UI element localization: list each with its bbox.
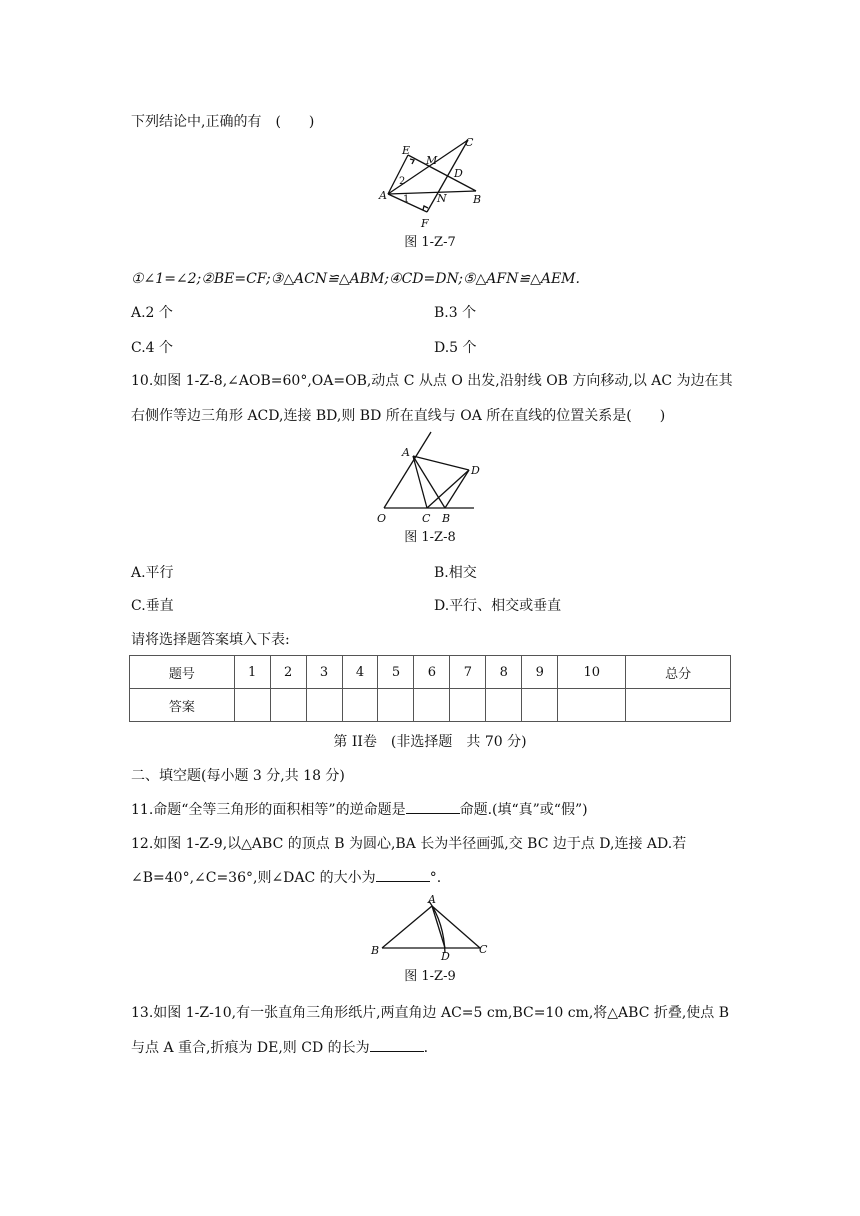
q10-option-d: D.平行、相交或垂直 (434, 598, 562, 614)
segment-ad (413, 456, 469, 470)
volume-title: 第 II卷 (非选择题 共 70 分) (333, 734, 527, 750)
q11-before: 11.命题“全等三角形的面积相等”的逆命题是 (131, 802, 406, 818)
answer-table-header-row (130, 656, 731, 689)
q9-figure-caption: 图 1-Z-7 (404, 235, 456, 250)
q11-text (131, 799, 588, 820)
answer-cell[interactable] (522, 689, 558, 722)
q9-statements: ①∠1=∠2;②BE=CF;③△ACN≌△ABM;④CD=DN;⑤△AFN≌△AEM. (131, 271, 580, 287)
q12-line2-after: °. (429, 870, 442, 886)
label-b: B (442, 512, 451, 525)
number-cell: 3 (306, 656, 342, 689)
q10-stem-line2: 右侧作等边三角形 ACD,连接 BD,则 BD 所在直线与 OA 所在直线的位置关系是( ) (131, 408, 666, 424)
q13-line1: 13.如图 1-Z-10,有一张直角三角形纸片,两直角边 AC=5 cm,BC=10 cm,将△ABC 折叠,使点 B (131, 1005, 730, 1021)
label-d: D (441, 950, 450, 963)
label-c: C (422, 512, 431, 525)
total-label-cell: 总分 (626, 656, 731, 689)
label-o: O (377, 512, 387, 525)
label-b: B (371, 944, 380, 957)
segment-ab (413, 456, 445, 508)
q11-after: 命题.(填“真”或“假”) (459, 802, 588, 818)
q13-line2-after: . (423, 1040, 429, 1056)
segment-ba (382, 906, 432, 948)
number-cell: 7 (450, 656, 486, 689)
arc-centre-b (429, 901, 445, 953)
segment-ae (388, 155, 408, 194)
number-cell: 10 (558, 656, 626, 689)
label-a: A (428, 893, 436, 906)
label-angle-2: 2 (399, 176, 406, 187)
q10-option-b: B.相交 (434, 565, 477, 581)
answer-label-cell: 答案 (130, 689, 235, 722)
q12-line2-before: ∠B=40°,∠C=36°,则∠DAC 的大小为 (131, 870, 376, 886)
q12-line2 (131, 867, 441, 888)
label-a: A (402, 446, 410, 459)
q11-blank[interactable] (406, 799, 460, 814)
q10-stem-line1: 10.如图 1-Z-8,∠AOB=60°,OA=OB,动点 C 从点 O 出发,沿射线 OB 方向移动,以 AC 为边在其 (131, 373, 733, 389)
answer-cell[interactable] (306, 689, 342, 722)
q10-figure-caption: 图 1-Z-8 (404, 530, 456, 545)
answer-cell[interactable] (234, 689, 270, 722)
total-score-cell[interactable] (626, 689, 731, 722)
answer-cell[interactable] (558, 689, 626, 722)
number-cell: 6 (414, 656, 450, 689)
q13-blank[interactable] (370, 1037, 424, 1052)
segment-ac (432, 906, 480, 948)
segment-ab (388, 191, 476, 194)
label-c: C (465, 136, 474, 149)
answer-cell[interactable] (450, 689, 486, 722)
label-e: E (402, 144, 411, 157)
answer-cell[interactable] (342, 689, 378, 722)
figure-1-z-8 (374, 430, 484, 525)
q13-line2 (131, 1037, 428, 1058)
answer-table-instruction: 请将选择题答案填入下表: (131, 632, 290, 648)
segment-ac (413, 456, 427, 508)
number-cell: 4 (342, 656, 378, 689)
section-heading: 二、填空题(每小题 3 分,共 18 分) (131, 768, 345, 784)
label-d: D (471, 464, 480, 477)
figure-1-z-9 (368, 893, 493, 963)
q10-option-a: A.平行 (131, 565, 174, 581)
answer-cell[interactable] (378, 689, 414, 722)
label-d: D (454, 167, 463, 180)
q9-option-a: A.2 个 (131, 305, 173, 321)
q9-option-d: D.5 个 (434, 340, 477, 356)
label-m: M (426, 154, 438, 167)
q10-option-c: C.垂直 (131, 598, 174, 614)
number-cell: 9 (522, 656, 558, 689)
label-n: N (437, 192, 447, 205)
q12-line1: 12.如图 1-Z-9,以△ABC 的顶点 B 为圆心,BA 长为半径画弧,交 BC 边于点 D,连接 AD.若 (131, 836, 687, 852)
answer-cell[interactable] (486, 689, 522, 722)
right-angle-f (423, 206, 428, 210)
header-label-cell: 题号 (130, 656, 235, 689)
q9-stem: 下列结论中,正确的有 ( ) (131, 114, 315, 130)
number-cell: 2 (270, 656, 306, 689)
q13-line2-before: 与点 A 重合,折痕为 DE,则 CD 的长为 (131, 1040, 370, 1056)
answer-cell[interactable] (414, 689, 450, 722)
q9-option-b: B.3 个 (434, 305, 477, 321)
label-b: B (473, 193, 482, 206)
number-cell: 1 (234, 656, 270, 689)
label-a: A (379, 189, 387, 202)
number-cell: 5 (378, 656, 414, 689)
q12-figure-caption: 图 1-Z-9 (404, 969, 456, 984)
q12-blank[interactable] (376, 867, 430, 882)
answer-table-answer-row (130, 689, 731, 722)
right-angle-e (410, 159, 414, 164)
label-c: C (479, 943, 488, 956)
figure-1-z-7 (370, 135, 490, 235)
label-angle-1: 1 (403, 194, 410, 205)
label-f: F (421, 217, 429, 230)
q9-option-c: C.4 个 (131, 340, 174, 356)
answer-table (129, 655, 731, 722)
answer-cell[interactable] (270, 689, 306, 722)
number-cell: 8 (486, 656, 522, 689)
